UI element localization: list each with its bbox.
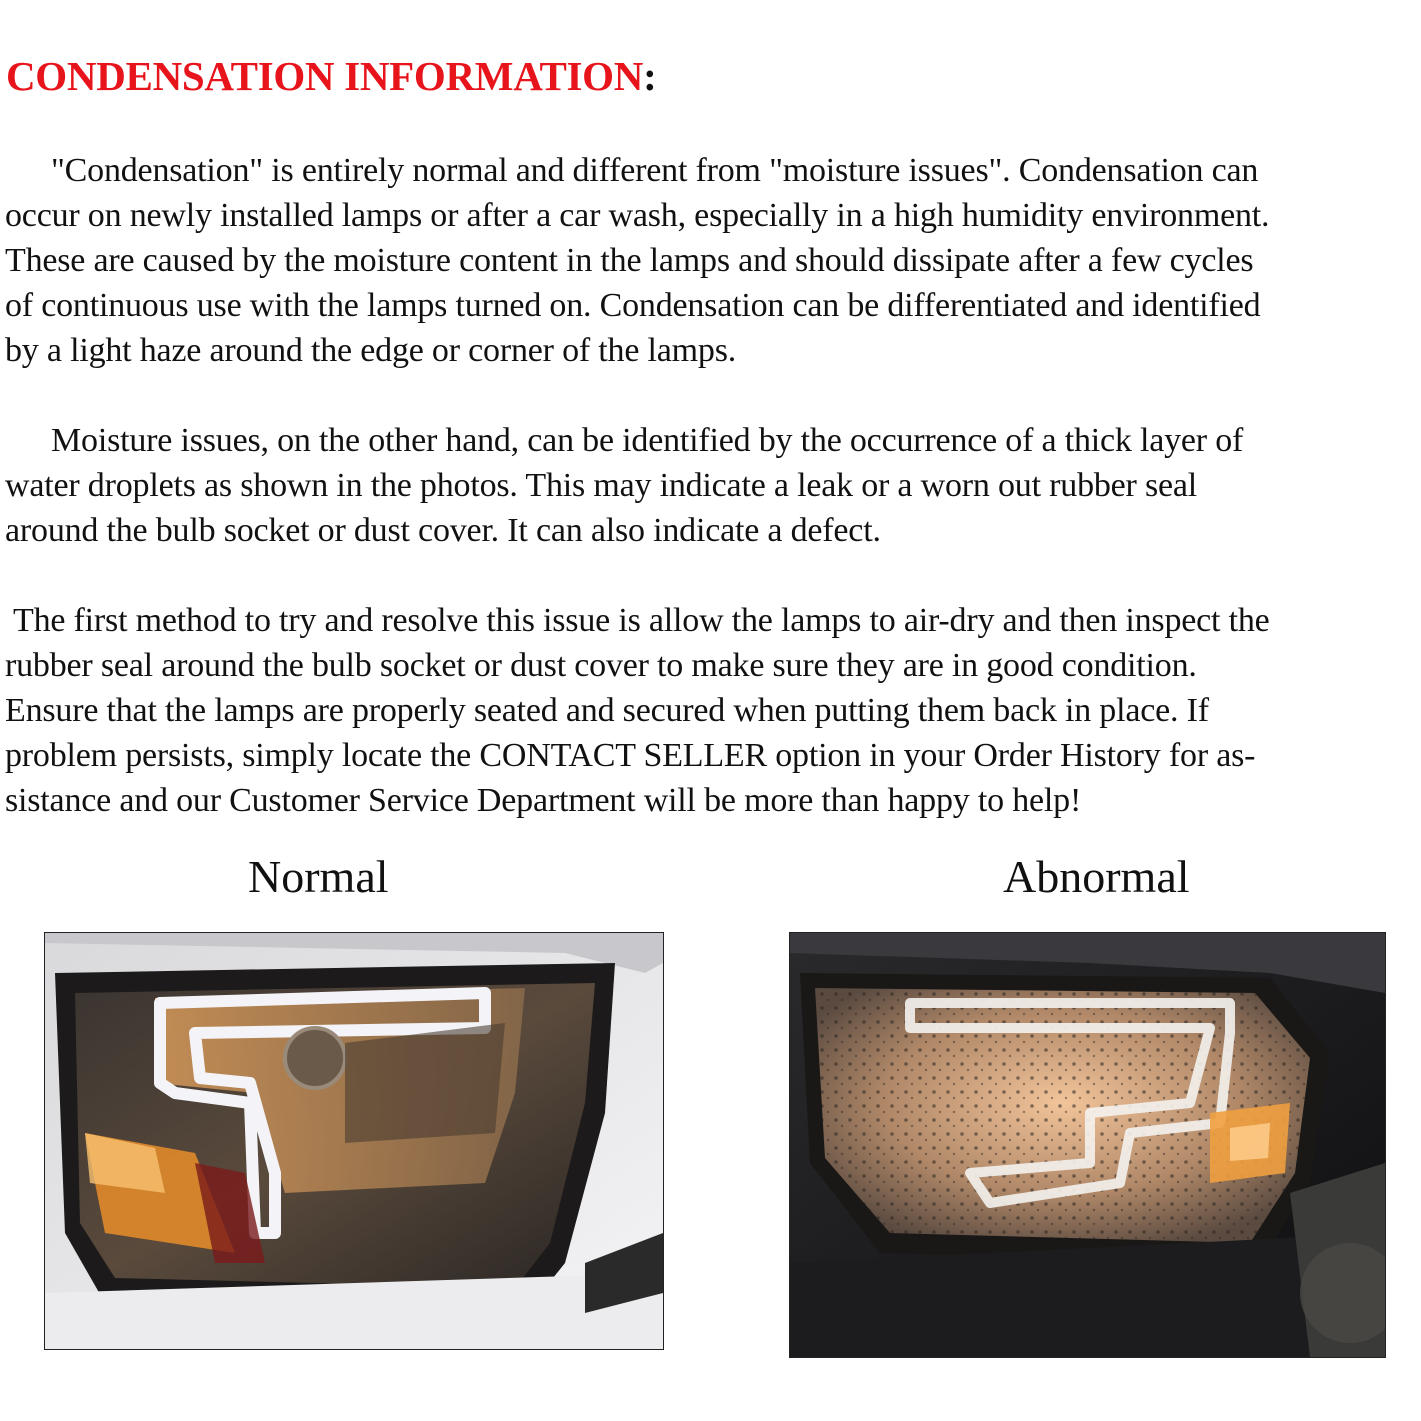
paragraph-line: rubber seal around the bulb socket or dust cover to make sure they are in good condition. <box>5 647 1197 684</box>
paragraph-line: These are caused by the moisture content in the lamps and should dissipate after a few cycles <box>5 242 1254 279</box>
label-normal: Normal <box>248 851 389 902</box>
paragraph-line: "Condensation" is entirely normal and different from "moisture issues". Condensation can <box>51 152 1259 189</box>
label-abnormal: Abnormal <box>1003 851 1190 902</box>
paragraph-line: of continuous use with the lamps turned on. Condensation can be differentiated and identified <box>5 287 1261 324</box>
paragraph-line: sistance and our Customer Service Department will be more than happy to help! <box>5 782 1082 819</box>
title-text: CONDENSATION INFORMATION <box>6 53 644 99</box>
paragraph-condensation <box>5 148 1419 373</box>
page-title <box>6 52 656 100</box>
paragraph-moisture <box>5 418 1419 553</box>
paragraph-line: occur on newly installed lamps or after a car wash, especially in a high humidity environment. <box>5 197 1270 234</box>
paragraph-line: problem persists, simply locate the CONTACT SELLER option in your Order History for as- <box>5 737 1256 774</box>
paragraph-line: The first method to try and resolve this issue is allow the lamps to air-dry and then inspect the <box>13 602 1270 639</box>
paragraph-line: around the bulb socket or dust cover. It can also indicate a defect. <box>5 512 881 549</box>
title-colon: : <box>643 53 657 99</box>
photo-abnormal-headlamp <box>789 932 1386 1358</box>
paragraph-resolution <box>5 598 1419 823</box>
photo-normal-headlamp <box>44 932 664 1350</box>
paragraph-line: by a light haze around the edge or corner of the lamps. <box>5 332 737 369</box>
paragraph-line: Moisture issues, on the other hand, can be identified by the occurrence of a thick layer of <box>51 422 1244 459</box>
paragraph-line: water droplets as shown in the photos. This may indicate a leak or a worn out rubber seal <box>5 467 1198 504</box>
paragraph-line: Ensure that the lamps are properly seated and secured when putting them back in place. If <box>5 692 1209 729</box>
